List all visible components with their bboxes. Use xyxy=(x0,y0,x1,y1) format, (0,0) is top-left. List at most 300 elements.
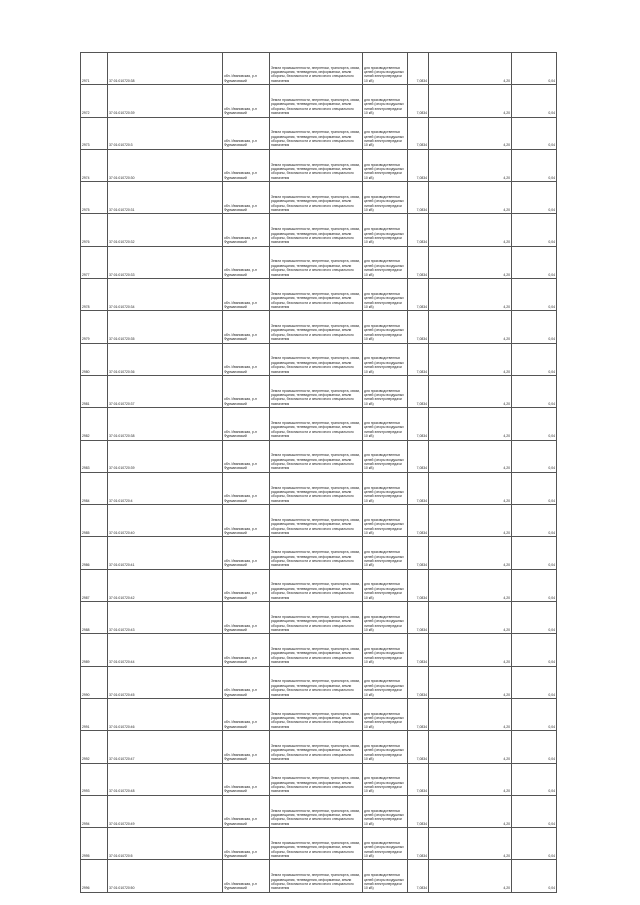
coefficient-cell xyxy=(429,214,512,246)
coefficient-text: 4,20 xyxy=(503,111,510,116)
area-text: 7,0834 xyxy=(416,240,427,245)
cadastral-number-text: 37:01:010720:44 xyxy=(109,660,135,665)
address-cell xyxy=(223,311,270,343)
amount-cell xyxy=(512,408,557,440)
area-text: 7,0834 xyxy=(416,498,427,503)
cadastral-number-cell xyxy=(108,408,223,440)
cadastral-number-text: 37:01:010720:47 xyxy=(109,757,135,762)
coefficient-text: 4,20 xyxy=(503,854,510,859)
permitted-use-cell xyxy=(363,763,408,795)
area-cell xyxy=(408,311,429,343)
amount-cell xyxy=(512,569,557,601)
table-row xyxy=(81,472,557,504)
permitted-use-cell xyxy=(363,828,408,860)
area-cell xyxy=(408,698,429,730)
area-text: 7,0834 xyxy=(416,563,427,568)
cadastral-number-cell xyxy=(108,214,223,246)
row-number-cell xyxy=(81,698,108,730)
land-category-text: Земли промышленности, энергетики, транспорта, связи, радиовещания, телевидения, информатики, земли обороны, безопасности и земли иного специального назначения xyxy=(271,194,361,213)
permitted-use-text: для производственных целей (опоры воздушных линий электропередачи 10 кВ) xyxy=(364,194,404,213)
row-number-text: 2976 xyxy=(82,240,90,245)
amount-text: 0,04 xyxy=(548,627,555,632)
permitted-use-cell xyxy=(363,569,408,601)
cadastral-number-cell xyxy=(108,472,223,504)
area-cell xyxy=(408,634,429,666)
address-text: обл. Ивановская, р-н Фурмановский xyxy=(224,688,257,697)
amount-text: 0,04 xyxy=(548,498,555,503)
coefficient-cell xyxy=(429,698,512,730)
permitted-use-text: для производственных целей (опоры воздушных линий электропередачи 10 кВ) xyxy=(364,388,404,406)
area-cell xyxy=(408,860,429,892)
land-category-cell xyxy=(270,311,363,343)
coefficient-text: 4,20 xyxy=(503,821,510,826)
table-row xyxy=(81,279,557,311)
cadastral-number-text: 37:01:010720:50 xyxy=(109,886,135,891)
table-row xyxy=(81,828,557,860)
coefficient-text: 4,20 xyxy=(503,595,510,600)
land-category-text: Земли промышленности, энергетики, транспорта, связи, радиовещания, телевидения, информатики, земли обороны, безопасности и земли иного специального назначения xyxy=(271,420,361,439)
cadastral-number-text: 37:01:010720:37 xyxy=(109,401,135,406)
row-number-text: 2971 xyxy=(82,78,90,83)
table-row xyxy=(81,537,557,569)
address-text: обл. Ивановская, р-н Фурмановский xyxy=(224,235,257,245)
coefficient-text: 4,20 xyxy=(503,789,510,794)
land-category-cell xyxy=(270,505,363,537)
row-number-text: 2993 xyxy=(82,789,90,794)
area-cell xyxy=(408,440,429,472)
land-category-cell xyxy=(270,763,363,795)
area-text: 7,0834 xyxy=(416,401,427,406)
coefficient-text: 4,20 xyxy=(503,757,510,762)
cadastral-number-cell xyxy=(108,731,223,763)
address-text: обл. Ивановская, р-н Фурмановский xyxy=(224,74,257,83)
cadastral-number-text: 37:01:010720:48 xyxy=(109,789,135,794)
amount-text: 0,04 xyxy=(548,337,555,342)
row-number-cell xyxy=(81,246,108,278)
permitted-use-cell xyxy=(363,85,408,117)
address-cell xyxy=(223,375,270,407)
coefficient-cell xyxy=(429,634,512,666)
land-category-text: Земли промышленности, энергетики, транспорта, связи, радиовещания, телевидения, информатики, земли обороны, безопасности и земли иного специального назначения xyxy=(271,743,361,762)
coefficient-cell xyxy=(429,311,512,343)
amount-cell xyxy=(512,795,557,827)
row-number-cell xyxy=(81,214,108,246)
cadastral-number-cell xyxy=(108,763,223,795)
coefficient-cell xyxy=(429,795,512,827)
amount-cell xyxy=(512,731,557,763)
land-category-text: Земли промышленности, энергетики, транспорта, связи, радиовещания, телевидения, информатики, земли обороны, безопасности и земли иного специального назначения xyxy=(271,614,361,632)
amount-cell xyxy=(512,440,557,472)
amount-cell xyxy=(512,53,557,85)
permitted-use-text: для производственных целей (опоры воздушных линий электропередачи 10 кВ) xyxy=(364,711,404,729)
address-text: обл. Ивановская, р-н Фурмановский xyxy=(224,849,257,859)
row-number-text: 2981 xyxy=(82,401,90,406)
land-category-text: Земли промышленности, энергетики, транспорта, связи, радиовещания, телевидения, информатики, земли обороны, безопасности и земли иного специального назначения xyxy=(271,356,361,374)
address-text: обл. Ивановская, р-н Фурмановский xyxy=(224,752,257,762)
land-category-text: Земли промышленности, энергетики, транспорта, связи, радиовещания, телевидения, информатики, земли обороны, безопасности и земли иного специального назначения xyxy=(271,453,361,471)
permitted-use-text: для производственных целей (опоры воздушных линий электропередачи 10 кВ) xyxy=(364,324,404,342)
amount-cell xyxy=(512,537,557,569)
row-number-text: 2985 xyxy=(82,531,90,536)
address-text: обл. Ивановская, р-н Фурмановский xyxy=(224,300,257,309)
land-category-text: Земли промышленности, энергетики, транспорта, связи, радиовещания, телевидения, информатики, земли обороны, безопасности и земли иного специального назначения xyxy=(271,582,361,600)
table-row xyxy=(81,634,557,666)
cadastral-number-text: 37:01:010720:39 xyxy=(109,111,135,116)
permitted-use-text: для производственных целей (опоры воздушных линий электропередачи 10 кВ) xyxy=(364,65,404,83)
row-number-cell xyxy=(81,537,108,569)
land-category-text: Земли промышленности, энергетики, транспорта, связи, радиовещания, телевидения, информатики, земли обороны, безопасности и земли иного специального назначения xyxy=(271,485,361,503)
address-cell xyxy=(223,408,270,440)
permitted-use-text: для производственных целей (опоры воздушных линий электропередачи 10 кВ) xyxy=(364,743,404,762)
land-category-text: Земли промышленности, энергетики, транспорта, связи, радиовещания, телевидения, информатики, земли обороны, безопасности и земли иного специального назначения xyxy=(271,808,361,826)
cadastral-number-cell xyxy=(108,505,223,537)
address-text: обл. Ивановская, р-н Фурмановский xyxy=(224,139,257,148)
amount-text: 0,04 xyxy=(548,240,555,245)
cadastral-number-cell xyxy=(108,860,223,892)
amount-text: 0,04 xyxy=(548,563,555,568)
permitted-use-text: для производственных целей (опоры воздушных линий электропередачи 10 кВ) xyxy=(364,840,404,859)
address-cell xyxy=(223,53,270,85)
land-category-cell xyxy=(270,440,363,472)
row-number-cell xyxy=(81,182,108,214)
coefficient-cell xyxy=(429,731,512,763)
permitted-use-cell xyxy=(363,182,408,214)
amount-text: 0,04 xyxy=(548,724,555,729)
row-number-cell xyxy=(81,375,108,407)
amount-text: 0,04 xyxy=(548,531,555,536)
address-cell xyxy=(223,731,270,763)
row-number-text: 2994 xyxy=(82,821,90,826)
row-number-cell xyxy=(81,311,108,343)
address-cell xyxy=(223,666,270,698)
coefficient-text: 4,20 xyxy=(503,143,510,148)
row-number-cell xyxy=(81,602,108,634)
address-cell xyxy=(223,763,270,795)
address-text: обл. Ивановская, р-н Фурмановский xyxy=(224,817,257,826)
permitted-use-cell xyxy=(363,505,408,537)
amount-cell xyxy=(512,246,557,278)
row-number-cell xyxy=(81,569,108,601)
amount-text: 0,04 xyxy=(548,304,555,309)
row-number-cell xyxy=(81,408,108,440)
area-text: 7,0834 xyxy=(416,789,427,794)
permitted-use-cell xyxy=(363,795,408,827)
table-row xyxy=(81,408,557,440)
table-row xyxy=(81,569,557,601)
cadastral-number-text: 37:01:010720:45 xyxy=(109,692,135,697)
address-cell xyxy=(223,246,270,278)
area-text: 7,0834 xyxy=(416,143,427,148)
row-number-text: 2989 xyxy=(82,660,90,665)
land-category-cell xyxy=(270,343,363,375)
cadastral-number-cell xyxy=(108,828,223,860)
permitted-use-text: для производственных целей (опоры воздушных линий электропередачи 10 кВ) xyxy=(364,582,404,600)
amount-text: 0,04 xyxy=(548,175,555,180)
permitted-use-text: для производственных целей (опоры воздушных линий электропередачи 10 кВ) xyxy=(364,873,404,891)
area-text: 7,0834 xyxy=(416,208,427,213)
land-category-cell xyxy=(270,375,363,407)
coefficient-text: 4,20 xyxy=(503,498,510,503)
row-number-text: 2987 xyxy=(82,595,90,600)
row-number-cell xyxy=(81,634,108,666)
amount-cell xyxy=(512,149,557,181)
land-category-text: Земли промышленности, энергетики, транспорта, связи, радиовещания, телевидения, информатики, земли обороны, безопасности и земли иного специального назначения xyxy=(271,227,361,245)
area-cell xyxy=(408,537,429,569)
land-category-text: Земли промышленности, энергетики, транспорта, связи, радиовещания, телевидения, информатики, земли обороны, безопасности и земли иного специального назначения xyxy=(271,776,361,794)
table-row xyxy=(81,246,557,278)
cadastral-number-cell xyxy=(108,795,223,827)
table-row xyxy=(81,375,557,407)
area-cell xyxy=(408,795,429,827)
area-cell xyxy=(408,214,429,246)
coefficient-text: 4,20 xyxy=(503,886,510,891)
row-number-cell xyxy=(81,440,108,472)
coefficient-text: 4,20 xyxy=(503,434,510,439)
table-row xyxy=(81,731,557,763)
row-number-text: 2990 xyxy=(82,692,90,697)
land-category-text: Земли промышленности, энергетики, транспорта, связи, радиовещания, телевидения, информатики, земли обороны, безопасности и земли иного специального назначения xyxy=(271,162,361,180)
cadastral-number-text: 37:01:010720:46 xyxy=(109,724,135,729)
coefficient-cell xyxy=(429,117,512,149)
permitted-use-text: для производственных целей (опоры воздушных линий электропередачи 10 кВ) xyxy=(364,420,404,439)
land-category-text: Земли промышленности, энергетики, транспорта, связи, радиовещания, телевидения, информатики, земли обороны, безопасности и земли иного специального назначения xyxy=(271,97,361,116)
land-category-cell xyxy=(270,569,363,601)
amount-text: 0,04 xyxy=(548,143,555,148)
permitted-use-text: для производственных целей (опоры воздушных линий электропередачи 10 кВ) xyxy=(364,162,404,180)
land-category-text: Земли промышленности, энергетики, транспорта, связи, радиовещания, телевидения, информатики, земли обороны, безопасности и земли иного специального назначения xyxy=(271,65,361,83)
land-category-cell xyxy=(270,85,363,117)
address-text: обл. Ивановская, р-н Фурмановский xyxy=(224,785,257,794)
amount-text: 0,04 xyxy=(548,595,555,600)
permitted-use-cell xyxy=(363,440,408,472)
cadastral-number-cell xyxy=(108,85,223,117)
area-cell xyxy=(408,246,429,278)
area-cell xyxy=(408,472,429,504)
coefficient-cell xyxy=(429,440,512,472)
permitted-use-text: для производственных целей (опоры воздушных линий электропередачи 10 кВ) xyxy=(364,776,404,794)
coefficient-cell xyxy=(429,85,512,117)
land-category-text: Земли промышленности, энергетики, транспорта, связи, радиовещания, телевидения, информатики, земли обороны, безопасности и земли иного специального назначения xyxy=(271,324,361,342)
cadastral-number-text: 37:01:010720:36 xyxy=(109,369,135,374)
row-number-text: 2983 xyxy=(82,466,90,471)
coefficient-text: 4,20 xyxy=(503,466,510,471)
amount-cell xyxy=(512,311,557,343)
amount-text: 0,04 xyxy=(548,272,555,277)
area-text: 7,0834 xyxy=(416,595,427,600)
address-text: обл. Ивановская, р-н Фурмановский xyxy=(224,655,257,665)
table-row xyxy=(81,343,557,375)
area-text: 7,0834 xyxy=(416,692,427,697)
coefficient-text: 4,20 xyxy=(503,369,510,374)
table-row xyxy=(81,698,557,730)
cadastral-number-text: 37:01:010720:31 xyxy=(109,208,135,213)
land-category-cell xyxy=(270,246,363,278)
cadastral-number-text: 37:01:010720:43 xyxy=(109,627,135,632)
permitted-use-text: для производственных целей (опоры воздушных линий электропередачи 10 кВ) xyxy=(364,291,404,309)
permitted-use-text: для производственных целей (опоры воздушных линий электропередачи 10 кВ) xyxy=(364,97,404,116)
land-category-text: Земли промышленности, энергетики, транспорта, связи, радиовещания, телевидения, информатики, земли обороны, безопасности и земли иного специального назначения xyxy=(271,550,361,568)
amount-cell xyxy=(512,860,557,892)
amount-text: 0,04 xyxy=(548,434,555,439)
address-text: обл. Ивановская, р-н Фурмановский xyxy=(224,429,257,439)
row-number-text: 2995 xyxy=(82,854,90,859)
amount-cell xyxy=(512,666,557,698)
cadastral-number-cell xyxy=(108,279,223,311)
permitted-use-cell xyxy=(363,343,408,375)
address-text: обл. Ивановская, р-н Фурмановский xyxy=(224,558,257,568)
address-cell xyxy=(223,149,270,181)
area-text: 7,0834 xyxy=(416,531,427,536)
cadastral-number-cell xyxy=(108,311,223,343)
permitted-use-text: для производственных целей (опоры воздушных линий электропередачи 10 кВ) xyxy=(364,647,404,665)
amount-cell xyxy=(512,698,557,730)
row-number-cell xyxy=(81,149,108,181)
address-cell xyxy=(223,537,270,569)
area-text: 7,0834 xyxy=(416,78,427,83)
cadastral-number-text: 37:01:010720:30 xyxy=(109,175,135,180)
row-number-text: 2992 xyxy=(82,757,90,762)
row-number-cell xyxy=(81,828,108,860)
address-cell xyxy=(223,569,270,601)
cadastral-number-cell xyxy=(108,117,223,149)
amount-cell xyxy=(512,117,557,149)
amount-cell xyxy=(512,375,557,407)
coefficient-text: 4,20 xyxy=(503,175,510,180)
permitted-use-cell xyxy=(363,634,408,666)
amount-text: 0,04 xyxy=(548,78,555,83)
address-cell xyxy=(223,698,270,730)
row-number-cell xyxy=(81,117,108,149)
row-number-cell xyxy=(81,472,108,504)
amount-cell xyxy=(512,634,557,666)
coefficient-cell xyxy=(429,505,512,537)
amount-cell xyxy=(512,763,557,795)
amount-text: 0,04 xyxy=(548,854,555,859)
area-cell xyxy=(408,666,429,698)
coefficient-text: 4,20 xyxy=(503,660,510,665)
area-cell xyxy=(408,602,429,634)
address-cell xyxy=(223,182,270,214)
cadastral-number-cell xyxy=(108,53,223,85)
cadastral-number-cell xyxy=(108,343,223,375)
address-text: обл. Ивановская, р-н Фурмановский xyxy=(224,881,257,891)
area-cell xyxy=(408,343,429,375)
land-category-cell xyxy=(270,602,363,634)
area-cell xyxy=(408,408,429,440)
row-number-text: 2980 xyxy=(82,369,90,374)
amount-text: 0,04 xyxy=(548,401,555,406)
coefficient-text: 4,20 xyxy=(503,272,510,277)
amount-cell xyxy=(512,85,557,117)
row-number-cell xyxy=(81,279,108,311)
permitted-use-text: для производственных целей (опоры воздушных линий электропередачи 10 кВ) xyxy=(364,227,404,245)
permitted-use-cell xyxy=(363,666,408,698)
area-text: 7,0834 xyxy=(416,304,427,309)
address-cell xyxy=(223,214,270,246)
coefficient-cell xyxy=(429,763,512,795)
area-cell xyxy=(408,279,429,311)
address-text: обл. Ивановская, р-н Фурмановский xyxy=(224,203,257,213)
row-number-text: 2974 xyxy=(82,175,90,180)
address-text: обл. Ивановская, р-н Фурмановский xyxy=(224,268,257,277)
land-category-cell xyxy=(270,634,363,666)
row-number-cell xyxy=(81,85,108,117)
amount-text: 0,04 xyxy=(548,757,555,762)
permitted-use-text: для производственных целей (опоры воздушных линий электропередачи 10 кВ) xyxy=(364,130,404,148)
coefficient-cell xyxy=(429,343,512,375)
address-cell xyxy=(223,795,270,827)
land-category-cell xyxy=(270,537,363,569)
table-row xyxy=(81,795,557,827)
amount-text: 0,04 xyxy=(548,466,555,471)
area-cell xyxy=(408,85,429,117)
cadastral-number-cell xyxy=(108,182,223,214)
permitted-use-text: для производственных целей (опоры воздушных линий электропередачи 10 кВ) xyxy=(364,453,404,471)
permitted-use-text: для производственных целей (опоры воздушных линий электропередачи 10 кВ) xyxy=(364,485,404,503)
address-text: обл. Ивановская, р-н Фурмановский xyxy=(224,332,257,342)
address-text: обл. Ивановская, р-н Фурмановский xyxy=(224,526,257,536)
amount-cell xyxy=(512,182,557,214)
land-category-cell xyxy=(270,472,363,504)
cadastral-number-text: 37:01:010720:4 xyxy=(109,498,133,503)
permitted-use-cell xyxy=(363,698,408,730)
cadastral-number-text: 37:01:010720:5 xyxy=(109,854,133,859)
permitted-use-text: для производственных целей (опоры воздушных линий электропередачи 10 кВ) xyxy=(364,679,404,697)
amount-cell xyxy=(512,828,557,860)
amount-text: 0,04 xyxy=(548,208,555,213)
permitted-use-cell xyxy=(363,537,408,569)
land-category-text: Земли промышленности, энергетики, транспорта, связи, радиовещания, телевидения, информатики, земли обороны, безопасности и земли иного специального назначения xyxy=(271,130,361,148)
row-number-text: 2996 xyxy=(82,886,90,891)
coefficient-text: 4,20 xyxy=(503,627,510,632)
address-text: обл. Ивановская, р-н Фурмановский xyxy=(224,397,257,406)
coefficient-text: 4,20 xyxy=(503,401,510,406)
permitted-use-cell xyxy=(363,117,408,149)
permitted-use-cell xyxy=(363,731,408,763)
cadastral-number-text: 37:01:010720:49 xyxy=(109,821,135,826)
coefficient-cell xyxy=(429,149,512,181)
area-cell xyxy=(408,117,429,149)
area-cell xyxy=(408,375,429,407)
table-row xyxy=(81,214,557,246)
cadastral-number-text: 37:01:010720:39 xyxy=(109,466,135,471)
permitted-use-text: для производственных целей (опоры воздушных линий электропередачи 10 кВ) xyxy=(364,356,404,374)
cadastral-number-cell xyxy=(108,698,223,730)
table-row xyxy=(81,117,557,149)
coefficient-text: 4,20 xyxy=(503,692,510,697)
land-plot-table xyxy=(80,52,557,893)
row-number-cell xyxy=(81,763,108,795)
row-number-cell xyxy=(81,860,108,892)
area-text: 7,0834 xyxy=(416,369,427,374)
amount-cell xyxy=(512,279,557,311)
permitted-use-cell xyxy=(363,53,408,85)
amount-cell xyxy=(512,602,557,634)
coefficient-text: 4,20 xyxy=(503,304,510,309)
address-cell xyxy=(223,472,270,504)
cadastral-number-text: 37:01:010720:33 xyxy=(109,272,135,277)
permitted-use-text: для производственных целей (опоры воздушных линий электропередачи 10 кВ) xyxy=(364,517,404,536)
area-text: 7,0834 xyxy=(416,272,427,277)
table-row xyxy=(81,505,557,537)
area-text: 7,0834 xyxy=(416,175,427,180)
coefficient-cell xyxy=(429,53,512,85)
area-text: 7,0834 xyxy=(416,821,427,826)
row-number-text: 2973 xyxy=(82,143,90,148)
coefficient-cell xyxy=(429,279,512,311)
cadastral-number-text: 37:01:010720:40 xyxy=(109,531,135,536)
cadastral-number-cell xyxy=(108,246,223,278)
